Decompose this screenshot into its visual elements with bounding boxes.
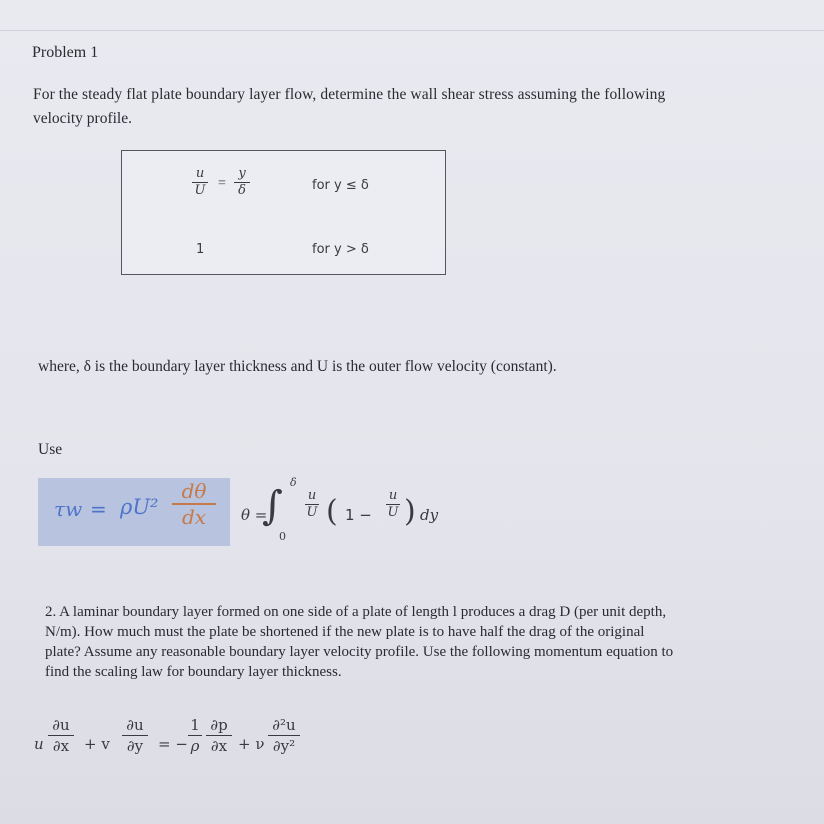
dx-denominator: ∂x: [52, 737, 70, 755]
problem1-statement-line2: velocity profile.: [33, 110, 132, 127]
u-over-U-fraction: [305, 489, 319, 520]
du-dy-fraction: [122, 716, 148, 755]
use-label: Use: [38, 441, 63, 458]
integral-upper-limit: δ: [290, 476, 297, 489]
rho-U-squared: ρU²: [120, 495, 159, 519]
du-dx-fraction: [48, 716, 74, 755]
equals-sign: =: [218, 176, 226, 191]
top-divider: [0, 30, 824, 31]
dp-numerator: ∂p: [210, 716, 228, 734]
fraction-numerator-u: u: [195, 166, 205, 181]
eq-equals-minus: = −: [158, 735, 188, 753]
problem1-title: Problem 1: [32, 44, 99, 61]
tau-w-symbol: τw: [54, 497, 83, 521]
fraction-numerator-u: u: [307, 488, 317, 503]
fraction-numerator-y: y: [238, 166, 246, 181]
where-statement: where, δ is the boundary layer thickness and U is the outer flow velocity (constant).: [38, 358, 557, 375]
du-numerator: ∂u: [126, 716, 144, 734]
dy-denominator: ∂y: [126, 737, 144, 755]
dx-denominator: ∂x: [210, 737, 228, 755]
eq-u: u: [34, 735, 44, 753]
y-over-delta-fraction: [234, 167, 250, 198]
problem2-line1: 2. A laminar boundary layer formed on one side of a plate of length l produces a drag D (per unit depth,: [45, 604, 667, 620]
dtheta-dx-fraction: [172, 480, 216, 528]
dy2-denominator: ∂y²: [272, 737, 296, 755]
problem2-line4: find the scaling law for boundary layer thickness.: [45, 664, 342, 680]
theta-equals: θ =: [241, 506, 268, 524]
right-parenthesis: ): [404, 494, 416, 529]
fraction-bar: [188, 735, 202, 736]
velocity-profile-box: [121, 150, 446, 275]
fraction-denominator-delta: δ: [238, 183, 246, 198]
fraction-numerator-u: u: [388, 488, 398, 503]
eq-plus-v: + v: [84, 735, 110, 753]
profile-value-one: 1: [196, 242, 205, 257]
one-numerator: 1: [190, 716, 200, 734]
problem1-statement-line1: For the steady flat plate boundary layer flow, determine the wall shear stress assuming the following: [33, 86, 666, 103]
fraction-denominator-U: U: [387, 505, 399, 520]
u-over-U-fraction: [386, 489, 400, 520]
integral-lower-limit: 0: [279, 530, 286, 543]
momentum-equation: [34, 716, 324, 772]
fraction-bar: [268, 735, 300, 736]
condition-y-gt-delta: for y > δ: [312, 242, 369, 257]
eq-plus-nu: + ν: [238, 735, 265, 753]
tau-equals: =: [90, 497, 107, 521]
left-parenthesis: (: [326, 494, 338, 529]
d2u-dy2-fraction: [268, 716, 300, 755]
fraction-denominator-U: U: [306, 505, 318, 520]
dp-dx-fraction: [206, 716, 232, 755]
du-numerator: ∂u: [52, 716, 70, 734]
dx-denominator: dx: [181, 504, 207, 529]
d2u-numerator: ∂²u: [272, 716, 296, 734]
fraction-denominator-U: U: [194, 183, 206, 198]
problem2-line3: plate? Assume any reasonable boundary layer velocity profile. Use the following momentum equation to: [45, 644, 674, 660]
fraction-bar: [206, 735, 232, 736]
condition-y-le-delta: for y ≤ δ: [312, 178, 369, 193]
fraction-bar: [122, 735, 148, 736]
rho-denominator: ρ: [190, 737, 200, 755]
fraction-bar: [48, 735, 74, 736]
one-minus: 1 −: [345, 506, 372, 524]
u-over-U-fraction: [192, 167, 208, 198]
integral-sign: ∫: [262, 483, 283, 529]
dy-differential: dy: [420, 506, 439, 524]
problem2-line2: N/m). How much must the plate be shortened if the new plate is to have half the drag of the original: [45, 624, 645, 640]
problem2-statement: [45, 602, 815, 682]
dtheta-numerator: dθ: [181, 479, 207, 503]
one-over-rho-fraction: [188, 716, 202, 755]
